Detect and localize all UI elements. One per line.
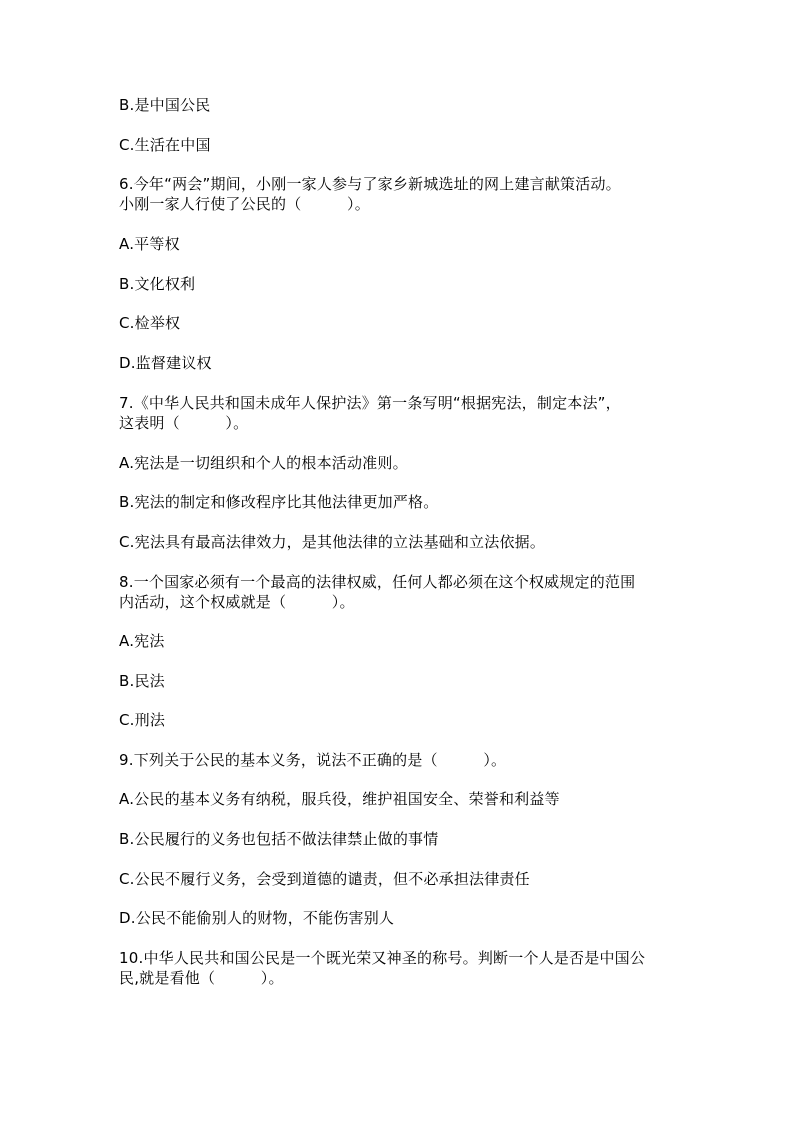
option-7a: A.宪法是一切组织和个人的根本活动准则。 — [119, 454, 408, 472]
option-5b: B.是中国公民 — [119, 96, 211, 114]
option-7b: B.宪法的制定和修改程序比其他法律更加严格。 — [119, 493, 439, 511]
question-8-line-2: 内活动，这个权威就是（ ）。 — [119, 593, 355, 611]
option-9c: C.公民不履行义务，会受到道德的谴责，但不必承担法律责任 — [119, 870, 530, 888]
option-6a: A.平等权 — [119, 235, 180, 253]
option-9b: B.公民履行的义务也包括不做法律禁止做的事情 — [119, 830, 439, 848]
option-7c: C.宪法具有最高法律效力，是其他法律的立法基础和立法依据。 — [119, 533, 546, 551]
question-6-line-1: 6.今年“两会”期间，小刚一家人参与了家乡新城选址的网上建言献策活动。 — [119, 175, 621, 193]
question-6-line-2: 小刚一家人行使了公民的（ ）。 — [119, 195, 370, 213]
option-9d: D.公民不能偷别人的财物，不能伤害别人 — [119, 909, 395, 927]
question-9: 9.下列关于公民的基本义务，说法不正确的是（ ）。 — [119, 751, 507, 769]
question-10-line-1: 10.中华人民共和国公民是一个既光荣又神圣的称号。判断一个人是否是中国公 — [119, 949, 646, 967]
option-6b: B.文化权利 — [119, 275, 196, 293]
question-7-line-1: 7.《中华人民共和国未成年人保护法》第一条写明“根据宪法，制定本法”， — [119, 394, 621, 412]
question-10-line-2: 民,就是看他（ ）。 — [119, 969, 284, 987]
option-6c: C.检举权 — [119, 314, 181, 332]
option-8a: A.宪法 — [119, 632, 165, 650]
option-9a: A.公民的基本义务有纳税，服兵役，维护祖国安全、荣誉和利益等 — [119, 790, 560, 808]
question-7-line-2: 这表明（ ）。 — [119, 414, 249, 432]
option-8c: C.刑法 — [119, 711, 166, 729]
option-8b: B.民法 — [119, 672, 165, 690]
option-5c: C.生活在中国 — [119, 136, 211, 154]
option-6d: D.监督建议权 — [119, 354, 212, 372]
question-8-line-1: 8.一个国家必须有一个最高的法律权威，任何人都必须在这个权威规定的范围 — [119, 573, 636, 591]
